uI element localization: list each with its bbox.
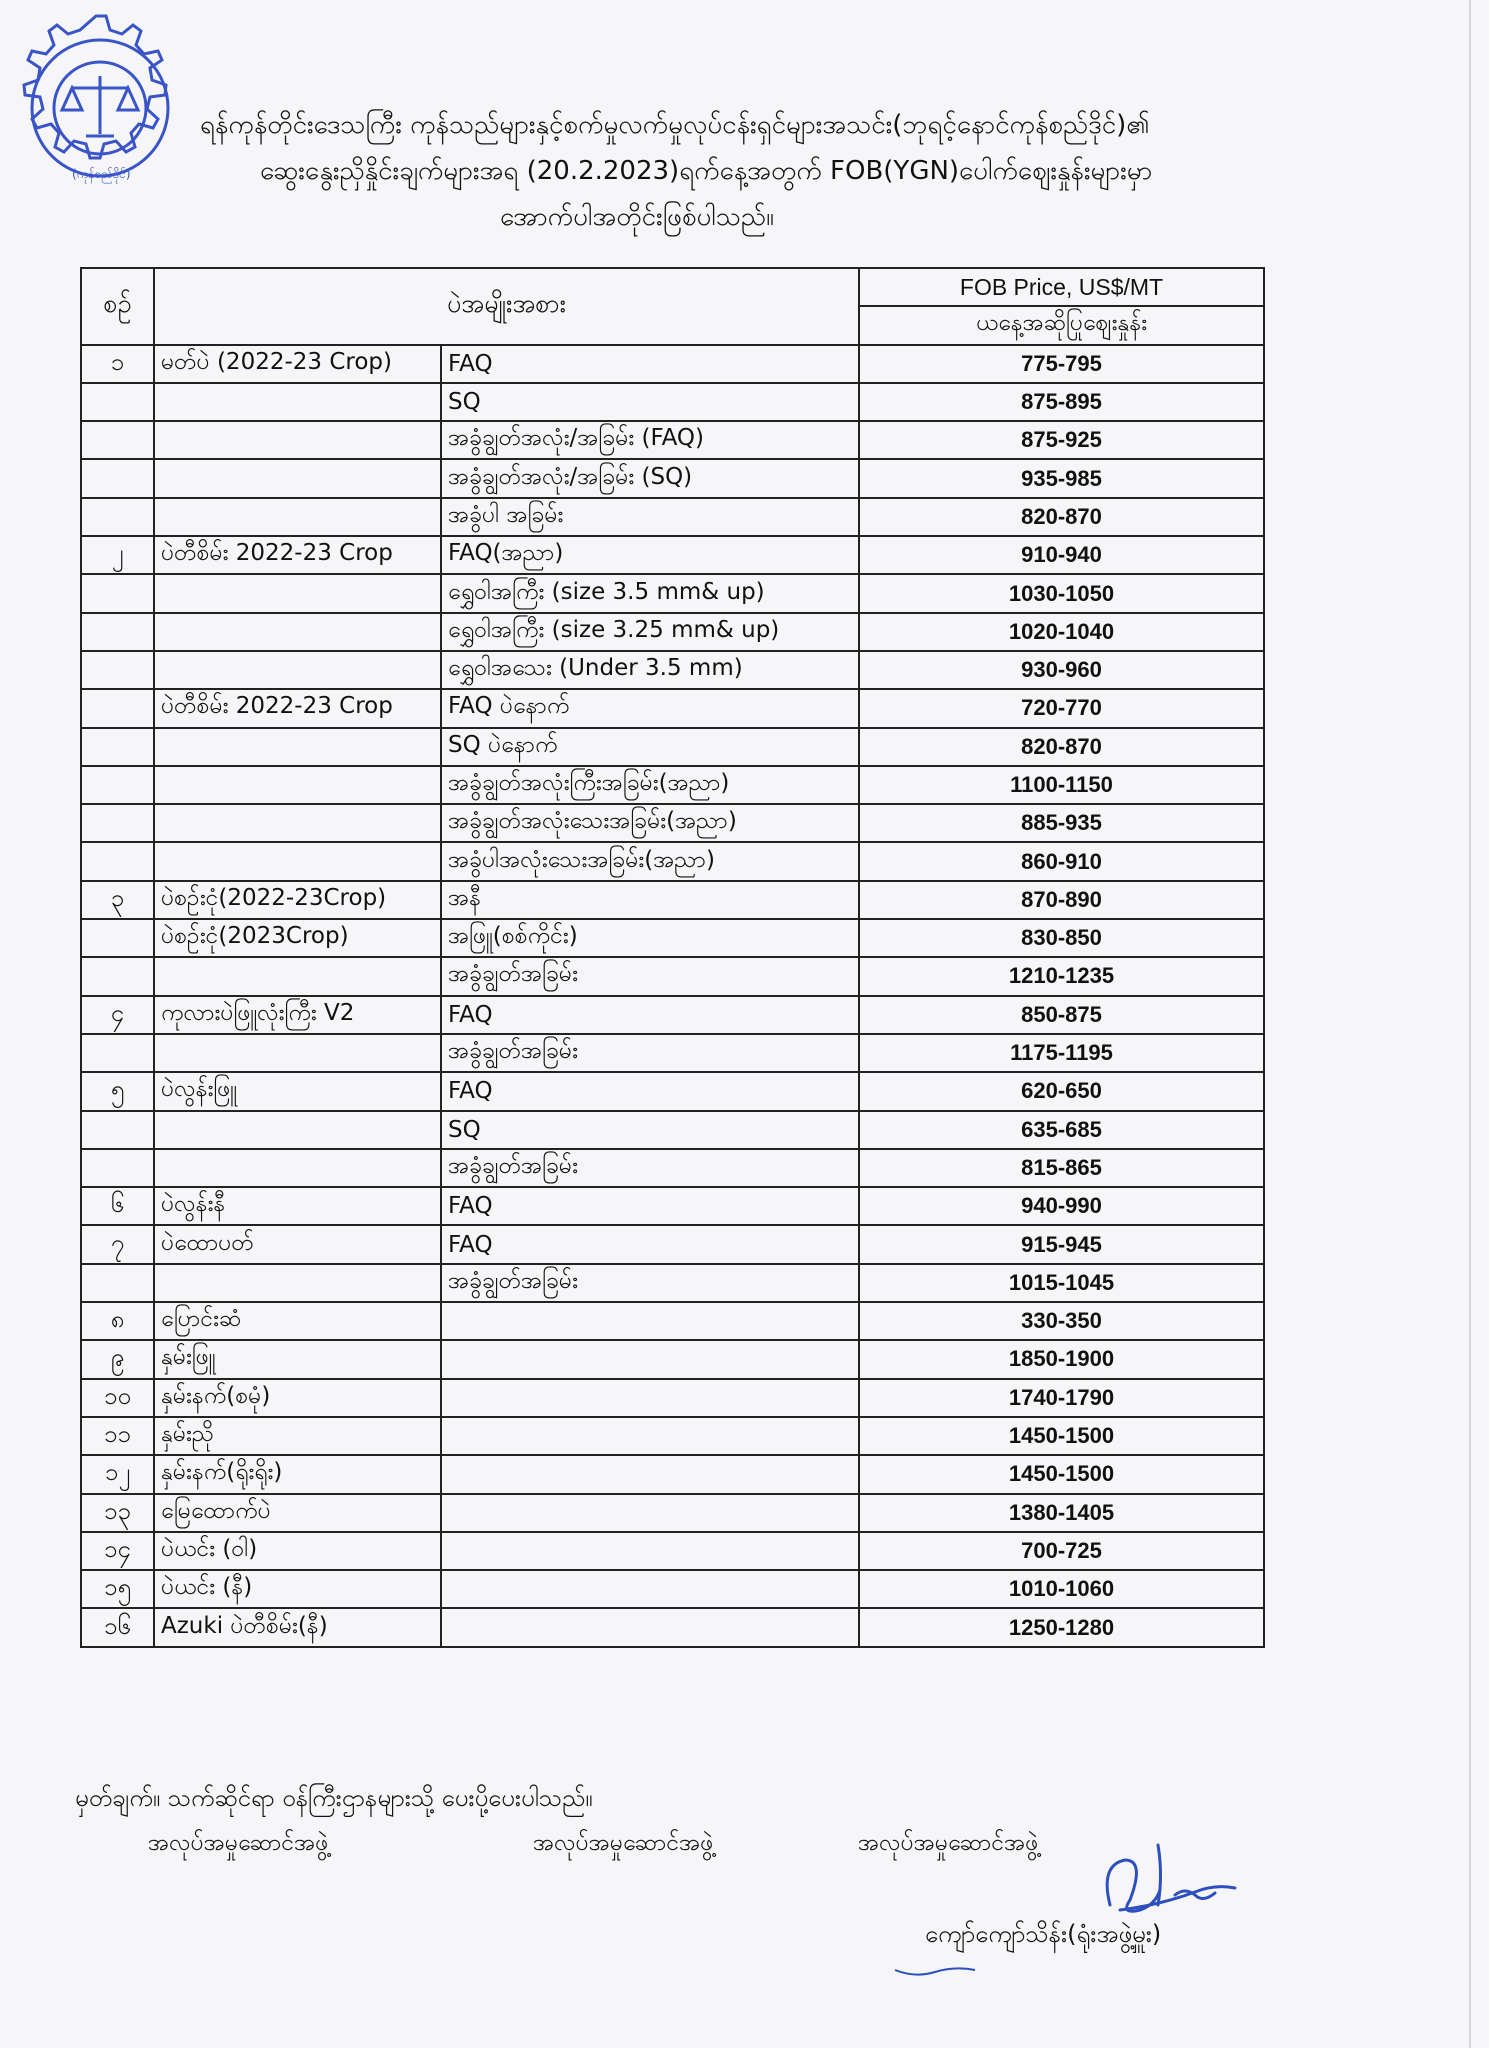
column-header-item: ပဲအမျိုးအစား [154,268,859,345]
row-grade: FAQ ပဲနောက် [441,689,859,727]
row-price: 930-960 [859,651,1264,689]
row-price: 860-910 [859,842,1264,880]
row-grade [441,1379,859,1417]
row-grade: အခွံချွတ်အခြမ်း [441,957,859,995]
row-grade [441,1608,859,1646]
table-row [81,1302,1264,1340]
row-number: ၁၆ [81,1608,154,1646]
row-item [154,728,441,766]
row-number [81,728,154,766]
column-header-today: ယနေ့အဆိုပြုဈေးနှုန်း [859,306,1264,344]
row-grade: အခွံချွတ်အလုံးသေးအခြမ်း(အညာ) [441,804,859,842]
initials-mark-icon [890,1950,980,1980]
row-grade: အနီ [441,881,859,919]
row-grade [441,1532,859,1570]
row-item: ပဲလွန်းဖြူ [154,1072,441,1110]
row-grade [441,1494,859,1532]
row-item [154,1111,441,1149]
row-grade: FAQ [441,345,859,383]
row-item: နှမ်းညို [154,1417,441,1455]
row-item: ပဲယင်း (ဝါ) [154,1532,441,1570]
page-edge [1469,0,1471,2048]
table-row [81,1340,1264,1378]
table-row [81,498,1264,536]
table-row [81,1149,1264,1187]
row-number [81,459,154,497]
document-header [200,102,1420,240]
table-row [81,1455,1264,1493]
table-row [81,842,1264,880]
table-row [81,689,1264,727]
row-number: ၁၂ [81,1455,154,1493]
row-price: 820-870 [859,498,1264,536]
row-item: ပဲလွန်းနီ [154,1187,441,1225]
table-row [81,996,1264,1034]
table-row [81,1379,1264,1417]
row-grade: FAQ(အညာ) [441,536,859,574]
row-grade: အခွံချွတ်အလုံးကြီးအခြမ်း(အညာ) [441,766,859,804]
row-item [154,1264,441,1302]
row-item [154,1034,441,1072]
row-number [81,421,154,459]
row-number [81,689,154,727]
officer-name: ကျော်ကျော်သိန်း(ရုံးအဖွဲ့မှူး) [925,1920,1162,1948]
row-number: ၃ [81,881,154,919]
row-item [154,1149,441,1187]
row-item: နှမ်းနက်(စမုံ) [154,1379,441,1417]
row-item [154,421,441,459]
remark: မှတ်ချက်။ သက်ဆိုင်ရာ ဝန်ကြီးဌာနများသို့ ပေးပို့ပေးပါသည်။ [75,1784,593,1812]
row-grade: SQ [441,383,859,421]
row-price: 330-350 [859,1302,1264,1340]
row-grade: အခွံချွတ်အခြမ်း [441,1264,859,1302]
row-grade: FAQ [441,1225,859,1263]
row-number [81,1149,154,1187]
table-row [81,919,1264,957]
row-number: ၁၃ [81,1494,154,1532]
table-row [81,383,1264,421]
signer-2: အလုပ်အမှုဆောင်အဖွဲ့ [533,1830,714,1856]
row-price: 815-865 [859,1149,1264,1187]
row-price: 1450-1500 [859,1455,1264,1493]
signer-1: အလုပ်အမှုဆောင်အဖွဲ့ [148,1830,329,1856]
row-grade: အခွံချွတ်အလုံး/အခြမ်း (FAQ) [441,421,859,459]
table-row [81,804,1264,842]
row-item [154,383,441,421]
row-price: 875-895 [859,383,1264,421]
table-row [81,957,1264,995]
header-line-1: ရန်ကုန်တိုင်းဒေသကြီး ကုန်သည်များနှင့်စက်မှုလက်မှုလုပ်ငန်းရှင်များအသင်း(ဘုရင့်နောင်ကုန်စည်ဒိုင်)၏ [200,110,1150,140]
row-item: နှမ်းနက်(ရိုးရိုး) [154,1455,441,1493]
row-grade: အခွံချွတ်အခြမ်း [441,1034,859,1072]
row-number [81,1264,154,1302]
row-grade [441,1455,859,1493]
row-item: ပဲတီစိမ်း 2022-23 Crop [154,536,441,574]
row-item: ပဲတီစိမ်း 2022-23 Crop [154,689,441,727]
row-price: 875-925 [859,421,1264,459]
row-grade: SQ [441,1111,859,1149]
row-price: 700-725 [859,1532,1264,1570]
price-table [80,267,1265,1648]
row-grade: အခွံပါ အခြမ်း [441,498,859,536]
row-number: ၁ [81,345,154,383]
row-item [154,766,441,804]
row-item [154,842,441,880]
row-price: 940-990 [859,1187,1264,1225]
row-price: 935-985 [859,459,1264,497]
row-price: 1450-1500 [859,1417,1264,1455]
header-line-2: ဆွေးနွေးညှိနှိုင်းချက်များအရ (20.2.2023)ရက်နေ့အတွက် FOB(YGN)ပေါက်ဈေးနှုန်းများမှာ [260,156,1153,186]
row-price: 820-870 [859,728,1264,766]
row-number [81,919,154,957]
row-price: 1740-1790 [859,1379,1264,1417]
table-row [81,1608,1264,1646]
row-grade [441,1340,859,1378]
row-item: ပဲစဉ်းငုံ(2022-23Crop) [154,881,441,919]
row-number [81,383,154,421]
row-number: ၈ [81,1302,154,1340]
row-item [154,459,441,497]
row-item: ပဲယင်း (နီ) [154,1570,441,1608]
table-row [81,459,1264,497]
row-price: 915-945 [859,1225,1264,1263]
row-price: 885-935 [859,804,1264,842]
row-grade: SQ ပဲနောက် [441,728,859,766]
row-grade: FAQ [441,1072,859,1110]
row-item: နှမ်းဖြူ [154,1340,441,1378]
row-number [81,1034,154,1072]
table-row [81,1570,1264,1608]
row-number [81,651,154,689]
column-header-no: စဉ် [81,268,154,345]
row-number [81,804,154,842]
row-number [81,957,154,995]
row-grade: ရွှေဝါအသေး (Under 3.5 mm) [441,651,859,689]
row-item: Azuki ပဲတီစိမ်း(နီ) [154,1608,441,1646]
row-price: 1380-1405 [859,1494,1264,1532]
row-number: ၅ [81,1072,154,1110]
row-item [154,804,441,842]
row-number [81,842,154,880]
row-grade: အခွံပါအလုံးသေးအခြမ်း(အညာ) [441,842,859,880]
row-number: ၇ [81,1225,154,1263]
table-row [81,1034,1264,1072]
row-grade: ရွှေဝါအကြီး (size 3.25 mm& up) [441,613,859,651]
row-item: ပဲထောပတ် [154,1225,441,1263]
row-grade [441,1417,859,1455]
table-row [81,1187,1264,1225]
row-price: 1850-1900 [859,1340,1264,1378]
table-row [81,728,1264,766]
row-price: 1175-1195 [859,1034,1264,1072]
association-seal-icon [2,8,190,208]
row-price: 720-770 [859,689,1264,727]
row-number: ၁၁ [81,1417,154,1455]
row-item: ပဲစဉ်းငုံ(2023Crop) [154,919,441,957]
row-price: 1015-1045 [859,1264,1264,1302]
row-price: 1210-1235 [859,957,1264,995]
row-item [154,957,441,995]
row-item: မတ်ပဲ (2022-23 Crop) [154,345,441,383]
row-price: 830-850 [859,919,1264,957]
row-number: ၂ [81,536,154,574]
row-number: ၄ [81,996,154,1034]
row-number: ၆ [81,1187,154,1225]
row-price: 1010-1060 [859,1570,1264,1608]
row-item [154,613,441,651]
row-item [154,651,441,689]
row-number [81,613,154,651]
row-number: ၁၅ [81,1570,154,1608]
table-row [81,1111,1264,1149]
signer-3: အလုပ်အမှုဆောင်အဖွဲ့ [858,1830,1039,1856]
table-row [81,574,1264,612]
table-row [81,613,1264,651]
row-grade: အဖြူ(စစ်ကိုင်း) [441,919,859,957]
row-number: ၁၄ [81,1532,154,1570]
row-grade: FAQ [441,1187,859,1225]
row-grade: ရွှေဝါအကြီး (size 3.5 mm& up) [441,574,859,612]
row-item [154,498,441,536]
row-price: 1020-1040 [859,613,1264,651]
table-row [81,1532,1264,1570]
row-grade: အခွံချွတ်အခြမ်း [441,1149,859,1187]
table-row [81,1264,1264,1302]
row-number [81,1111,154,1149]
row-price: 910-940 [859,536,1264,574]
row-price: 775-795 [859,345,1264,383]
row-grade: အခွံချွတ်အလုံး/အခြမ်း (SQ) [441,459,859,497]
row-item: ပြောင်းဆံ [154,1302,441,1340]
row-item: ကုလားပဲဖြူလုံးကြီး V2 [154,996,441,1034]
row-number: ၁၀ [81,1379,154,1417]
row-price: 870-890 [859,881,1264,919]
header-line-3: အောက်ပါအတိုင်းဖြစ်ပါသည်။ [500,202,774,232]
seal-bottom-text: (ကုန်စည်ဒိုင်) [72,167,131,181]
table-row [81,536,1264,574]
table-row [81,1417,1264,1455]
row-item [154,574,441,612]
row-price: 1030-1050 [859,574,1264,612]
row-price: 620-650 [859,1072,1264,1110]
table-row [81,345,1264,383]
table-row [81,1494,1264,1532]
table-row [81,421,1264,459]
column-header-fob: FOB Price, US$/MT [859,268,1264,306]
row-price: 635-685 [859,1111,1264,1149]
row-grade [441,1570,859,1608]
row-grade [441,1302,859,1340]
table-row [81,1072,1264,1110]
row-number [81,498,154,536]
table-row [81,651,1264,689]
row-number: ၉ [81,1340,154,1378]
row-grade: FAQ [441,996,859,1034]
table-row [81,766,1264,804]
row-price: 1250-1280 [859,1608,1264,1646]
row-item: မြေထောက်ပဲ [154,1494,441,1532]
row-price: 850-875 [859,996,1264,1034]
row-price: 1100-1150 [859,766,1264,804]
table-row [81,1225,1264,1263]
table-row [81,881,1264,919]
row-number [81,766,154,804]
row-number [81,574,154,612]
